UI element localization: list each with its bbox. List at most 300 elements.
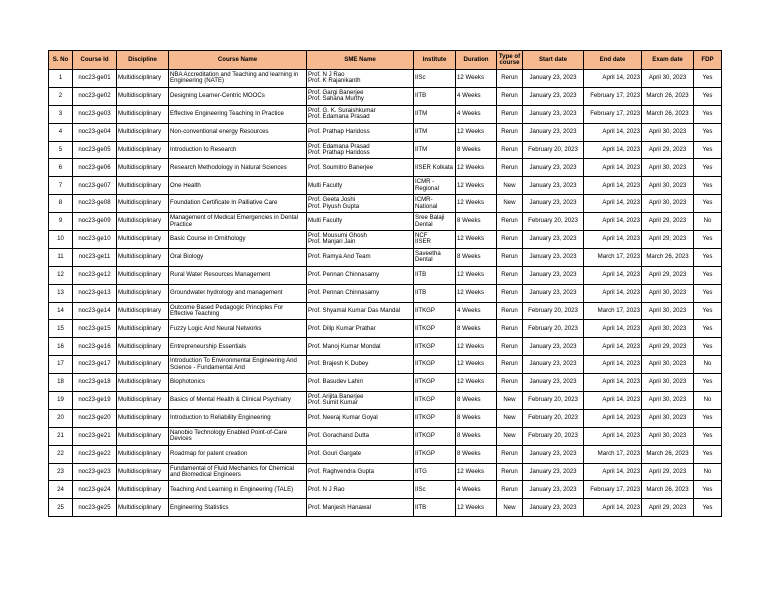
- cell-sme-name: Prof. Soumitro Banerjee: [307, 159, 414, 177]
- cell-type-of-course: New: [497, 195, 523, 213]
- cell-course-id: noc23-ge18: [73, 374, 117, 392]
- cell-start-date: January 23, 2023: [523, 499, 584, 517]
- cell-exam-date: April 30, 2023: [642, 392, 694, 410]
- column-header-s-no: S. No: [49, 51, 73, 70]
- table-row: [49, 248, 722, 266]
- cell-duration: 12 Weeks: [456, 159, 497, 177]
- column-header-start-date: Start date: [523, 51, 584, 70]
- cell-course-id: noc23-ge20: [73, 409, 117, 427]
- cell-fdp: Yes: [694, 481, 722, 499]
- cell-end-date: April 14, 2023: [584, 409, 642, 427]
- cell-fdp: Yes: [694, 105, 722, 123]
- column-header-course-name: Course Name: [169, 51, 307, 70]
- cell-duration: 12 Weeks: [456, 463, 497, 481]
- table-row: [49, 463, 722, 481]
- cell-sme-name: Prof. Geeta Joshi Prof. Piyush Gupta: [307, 195, 414, 213]
- cell-course-name: Non-conventional energy Resources: [169, 123, 307, 141]
- table-row: [49, 266, 722, 284]
- cell-duration: 8 Weeks: [456, 427, 497, 445]
- cell-exam-date: April 30, 2023: [642, 427, 694, 445]
- cell-course-name: Nanobio Technology Enabled Point-of-Care Devices: [169, 427, 307, 445]
- cell-duration: 12 Weeks: [456, 195, 497, 213]
- cell-institute: IITM: [414, 141, 456, 159]
- column-header-type-of-course: Type of course: [497, 51, 523, 70]
- table-row: [49, 87, 722, 105]
- cell-institute: ICMR-National: [414, 195, 456, 213]
- cell-end-date: March 17, 2023: [584, 248, 642, 266]
- cell-exam-date: April 30, 2023: [642, 409, 694, 427]
- cell-fdp: Yes: [694, 266, 722, 284]
- cell-sme-name: Prof. Shyamal Kumar Das Mandal: [307, 302, 414, 320]
- table-row: [49, 302, 722, 320]
- cell-end-date: April 14, 2023: [584, 213, 642, 231]
- cell-course-name: Introduction to Reliability Engineering: [169, 409, 307, 427]
- cell-duration: 12 Weeks: [456, 266, 497, 284]
- cell-exam-date: April 29, 2023: [642, 463, 694, 481]
- cell-institute: IITM: [414, 105, 456, 123]
- cell-duration: 4 Weeks: [456, 87, 497, 105]
- cell-sme-name: Prof. Dilip Kumar Prathar: [307, 320, 414, 338]
- cell-course-id: noc23-ge02: [73, 87, 117, 105]
- table-row: [49, 356, 722, 374]
- cell-exam-date: March 26, 2023: [642, 481, 694, 499]
- header-row: [49, 51, 722, 70]
- cell-course-id: noc23-ge05: [73, 141, 117, 159]
- table-header: [49, 51, 722, 70]
- cell-course-name: Outcome Based Pedagogic Principles For Effective Teaching: [169, 302, 307, 320]
- cell-type-of-course: Rerun: [497, 463, 523, 481]
- cell-end-date: April 14, 2023: [584, 195, 642, 213]
- cell-fdp: Yes: [694, 70, 722, 88]
- cell-discipline: Multidisciplinary: [117, 231, 169, 249]
- cell-fdp: Yes: [694, 141, 722, 159]
- cell-end-date: April 14, 2023: [584, 141, 642, 159]
- cell-duration: 4 Weeks: [456, 105, 497, 123]
- cell-discipline: Multidisciplinary: [117, 177, 169, 195]
- cell-start-date: February 20, 2023: [523, 392, 584, 410]
- cell-course-name: Groundwater hydrology and management: [169, 284, 307, 302]
- cell-exam-date: April 30, 2023: [642, 159, 694, 177]
- cell-end-date: April 14, 2023: [584, 123, 642, 141]
- cell-duration: 12 Weeks: [456, 284, 497, 302]
- table-row: [49, 123, 722, 141]
- cell-sme-name: Prof. Neeraj Kumar Goyal: [307, 409, 414, 427]
- cell-s-no: 1: [49, 70, 73, 88]
- cell-fdp: Yes: [694, 445, 722, 463]
- cell-institute: IISc: [414, 481, 456, 499]
- cell-start-date: January 23, 2023: [523, 195, 584, 213]
- cell-start-date: January 23, 2023: [523, 338, 584, 356]
- cell-exam-date: April 30, 2023: [642, 177, 694, 195]
- cell-start-date: February 20, 2023: [523, 427, 584, 445]
- cell-duration: 12 Weeks: [456, 374, 497, 392]
- cell-discipline: Multidisciplinary: [117, 213, 169, 231]
- cell-discipline: Multidisciplinary: [117, 123, 169, 141]
- cell-discipline: Multidisciplinary: [117, 195, 169, 213]
- cell-discipline: Multidisciplinary: [117, 481, 169, 499]
- cell-course-name: Biophotonics: [169, 374, 307, 392]
- cell-discipline: Multidisciplinary: [117, 445, 169, 463]
- cell-institute: IITKGP: [414, 302, 456, 320]
- cell-exam-date: April 30, 2023: [642, 195, 694, 213]
- cell-institute: IITB: [414, 87, 456, 105]
- cell-fdp: No: [694, 392, 722, 410]
- cell-institute: ICMR - Regional: [414, 177, 456, 195]
- cell-discipline: Multidisciplinary: [117, 284, 169, 302]
- cell-sme-name: Prof. N J Rao Prof. K Rajanikanth: [307, 70, 414, 88]
- cell-discipline: Multidisciplinary: [117, 338, 169, 356]
- cell-type-of-course: Rerun: [497, 356, 523, 374]
- column-header-fdp: FDP: [694, 51, 722, 70]
- cell-fdp: Yes: [694, 338, 722, 356]
- cell-course-name: Basics of Mental Health & Clinical Psychiatry: [169, 392, 307, 410]
- cell-discipline: Multidisciplinary: [117, 87, 169, 105]
- cell-end-date: April 14, 2023: [584, 427, 642, 445]
- cell-exam-date: April 30, 2023: [642, 123, 694, 141]
- cell-exam-date: March 26, 2023: [642, 105, 694, 123]
- cell-sme-name: Prof. Gouri Gargate: [307, 445, 414, 463]
- cell-course-name: Entrepreneurship Essentials: [169, 338, 307, 356]
- cell-duration: 12 Weeks: [456, 231, 497, 249]
- cell-s-no: 25: [49, 499, 73, 517]
- cell-start-date: January 23, 2023: [523, 123, 584, 141]
- cell-end-date: April 14, 2023: [584, 356, 642, 374]
- cell-end-date: April 14, 2023: [584, 392, 642, 410]
- cell-sme-name: Prof. Gargi Banerjee Prof. Sahana Murthy: [307, 87, 414, 105]
- cell-course-name: NBA Accreditation and Teaching and learning in Engineering (NATE): [169, 70, 307, 88]
- cell-type-of-course: New: [497, 427, 523, 445]
- cell-fdp: Yes: [694, 231, 722, 249]
- cell-duration: 8 Weeks: [456, 392, 497, 410]
- cell-exam-date: April 30, 2023: [642, 302, 694, 320]
- table-row: [49, 445, 722, 463]
- cell-start-date: January 23, 2023: [523, 284, 584, 302]
- column-header-end-date: End date: [584, 51, 642, 70]
- cell-end-date: April 14, 2023: [584, 266, 642, 284]
- cell-type-of-course: Rerun: [497, 213, 523, 231]
- cell-end-date: April 14, 2023: [584, 499, 642, 517]
- cell-discipline: Multidisciplinary: [117, 70, 169, 88]
- cell-s-no: 24: [49, 481, 73, 499]
- cell-fdp: Yes: [694, 159, 722, 177]
- table-row: [49, 499, 722, 517]
- cell-course-id: noc23-ge09: [73, 213, 117, 231]
- cell-s-no: 20: [49, 409, 73, 427]
- table-row: [49, 427, 722, 445]
- cell-sme-name: Prof. Edamana Prasad Prof. Prathap Haridoss: [307, 141, 414, 159]
- cell-s-no: 15: [49, 320, 73, 338]
- cell-end-date: February 17, 2023: [584, 105, 642, 123]
- cell-institute: IITB: [414, 499, 456, 517]
- cell-start-date: January 23, 2023: [523, 248, 584, 266]
- cell-discipline: Multidisciplinary: [117, 427, 169, 445]
- cell-type-of-course: New: [497, 409, 523, 427]
- cell-course-id: noc23-ge23: [73, 463, 117, 481]
- cell-exam-date: April 30, 2023: [642, 70, 694, 88]
- cell-sme-name: Prof. Raghvendra Gupta: [307, 463, 414, 481]
- cell-institute: NCF IISER: [414, 231, 456, 249]
- cell-s-no: 5: [49, 141, 73, 159]
- cell-fdp: Yes: [694, 427, 722, 445]
- cell-type-of-course: New: [497, 177, 523, 195]
- cell-type-of-course: Rerun: [497, 70, 523, 88]
- cell-duration: 12 Weeks: [456, 123, 497, 141]
- cell-s-no: 19: [49, 392, 73, 410]
- cell-sme-name: Prof. N J Rao: [307, 481, 414, 499]
- cell-start-date: January 23, 2023: [523, 231, 584, 249]
- cell-duration: 8 Weeks: [456, 409, 497, 427]
- cell-start-date: January 23, 2023: [523, 374, 584, 392]
- cell-s-no: 3: [49, 105, 73, 123]
- cell-type-of-course: New: [497, 392, 523, 410]
- cell-course-id: noc23-ge19: [73, 392, 117, 410]
- cell-institute: IITKGP: [414, 445, 456, 463]
- cell-type-of-course: Rerun: [497, 481, 523, 499]
- cell-s-no: 12: [49, 266, 73, 284]
- cell-exam-date: April 30, 2023: [642, 356, 694, 374]
- cell-s-no: 4: [49, 123, 73, 141]
- cell-institute: IISc: [414, 70, 456, 88]
- cell-start-date: January 23, 2023: [523, 356, 584, 374]
- cell-s-no: 17: [49, 356, 73, 374]
- table-row: [49, 141, 722, 159]
- cell-s-no: 16: [49, 338, 73, 356]
- table-row: [49, 409, 722, 427]
- cell-s-no: 21: [49, 427, 73, 445]
- cell-duration: 4 Weeks: [456, 481, 497, 499]
- table-row: [49, 338, 722, 356]
- cell-sme-name: Prof. Basudev Lahiri: [307, 374, 414, 392]
- cell-start-date: February 20, 2023: [523, 141, 584, 159]
- column-header-sme-name: SME Name: [307, 51, 414, 70]
- cell-course-id: noc23-ge24: [73, 481, 117, 499]
- cell-start-date: January 23, 2023: [523, 87, 584, 105]
- cell-discipline: Multidisciplinary: [117, 141, 169, 159]
- table-row: [49, 392, 722, 410]
- cell-discipline: Multidisciplinary: [117, 105, 169, 123]
- cell-s-no: 18: [49, 374, 73, 392]
- cell-course-id: noc23-ge08: [73, 195, 117, 213]
- cell-duration: 8 Weeks: [456, 320, 497, 338]
- cell-discipline: Multidisciplinary: [117, 463, 169, 481]
- cell-institute: Saveetha Dental: [414, 248, 456, 266]
- cell-exam-date: April 29, 2023: [642, 141, 694, 159]
- cell-discipline: Multidisciplinary: [117, 392, 169, 410]
- cell-type-of-course: New: [497, 499, 523, 517]
- table-row: [49, 70, 722, 88]
- cell-start-date: January 23, 2023: [523, 266, 584, 284]
- cell-type-of-course: Rerun: [497, 338, 523, 356]
- cell-duration: 4 Weeks: [456, 302, 497, 320]
- table-row: [49, 284, 722, 302]
- cell-institute: IITKGP: [414, 374, 456, 392]
- cell-type-of-course: Rerun: [497, 123, 523, 141]
- cell-exam-date: April 29, 2023: [642, 338, 694, 356]
- cell-end-date: April 14, 2023: [584, 374, 642, 392]
- table-row: [49, 374, 722, 392]
- cell-sme-name: Prof. Ramya And Team: [307, 248, 414, 266]
- table-row: [49, 105, 722, 123]
- cell-duration: 12 Weeks: [456, 499, 497, 517]
- cell-fdp: Yes: [694, 499, 722, 517]
- cell-s-no: 8: [49, 195, 73, 213]
- cell-start-date: January 23, 2023: [523, 445, 584, 463]
- cell-type-of-course: Rerun: [497, 248, 523, 266]
- cell-duration: 12 Weeks: [456, 356, 497, 374]
- cell-duration: 8 Weeks: [456, 445, 497, 463]
- cell-sme-name: Prof. Gorachand Dutta: [307, 427, 414, 445]
- cell-s-no: 23: [49, 463, 73, 481]
- cell-s-no: 7: [49, 177, 73, 195]
- cell-institute: IITKGP: [414, 409, 456, 427]
- cell-exam-date: April 30, 2023: [642, 320, 694, 338]
- cell-fdp: Yes: [694, 374, 722, 392]
- cell-end-date: March 17, 2023: [584, 445, 642, 463]
- cell-sme-name: Prof. Arijita Banerjee Prof. Sumit Kumar: [307, 392, 414, 410]
- cell-end-date: April 14, 2023: [584, 338, 642, 356]
- cell-type-of-course: Rerun: [497, 374, 523, 392]
- cell-institute: IITB: [414, 266, 456, 284]
- cell-course-id: noc23-ge03: [73, 105, 117, 123]
- cell-course-name: Rural Water Resources Management: [169, 266, 307, 284]
- cell-fdp: Yes: [694, 87, 722, 105]
- cell-exam-date: April 29, 2023: [642, 231, 694, 249]
- cell-fdp: Yes: [694, 302, 722, 320]
- cell-discipline: Multidisciplinary: [117, 499, 169, 517]
- table-row: [49, 177, 722, 195]
- table-row: [49, 213, 722, 231]
- cell-course-id: noc23-ge22: [73, 445, 117, 463]
- cell-course-name: Engineering Statistics: [169, 499, 307, 517]
- course-table: [48, 50, 722, 517]
- cell-s-no: 9: [49, 213, 73, 231]
- cell-type-of-course: Rerun: [497, 159, 523, 177]
- cell-course-id: noc23-ge07: [73, 177, 117, 195]
- table-row: [49, 195, 722, 213]
- cell-duration: 12 Weeks: [456, 338, 497, 356]
- cell-course-name: Oral Biology: [169, 248, 307, 266]
- cell-course-id: noc23-ge04: [73, 123, 117, 141]
- cell-end-date: February 17, 2023: [584, 87, 642, 105]
- cell-institute: IITKGP: [414, 320, 456, 338]
- cell-discipline: Multidisciplinary: [117, 356, 169, 374]
- cell-course-id: noc23-ge12: [73, 266, 117, 284]
- cell-discipline: Multidisciplinary: [117, 374, 169, 392]
- cell-course-id: noc23-ge11: [73, 248, 117, 266]
- cell-type-of-course: Rerun: [497, 266, 523, 284]
- cell-end-date: March 17, 2023: [584, 302, 642, 320]
- cell-sme-name: Prof. Pennan Chinnasamy: [307, 284, 414, 302]
- cell-course-name: Introduction To Environmental Engineering And Science - Fundamental And: [169, 356, 307, 374]
- cell-sme-name: Multi Faculty: [307, 177, 414, 195]
- cell-duration: 8 Weeks: [456, 248, 497, 266]
- cell-exam-date: April 29, 2023: [642, 213, 694, 231]
- cell-s-no: 10: [49, 231, 73, 249]
- cell-end-date: February 17, 2023: [584, 481, 642, 499]
- cell-sme-name: Prof. Pennan Chinnasamy: [307, 266, 414, 284]
- cell-type-of-course: Rerun: [497, 87, 523, 105]
- cell-discipline: Multidisciplinary: [117, 248, 169, 266]
- cell-start-date: February 20, 2023: [523, 302, 584, 320]
- cell-course-name: Research Methodology in Natural Sciences: [169, 159, 307, 177]
- table-row: [49, 159, 722, 177]
- cell-fdp: Yes: [694, 284, 722, 302]
- cell-end-date: April 14, 2023: [584, 70, 642, 88]
- cell-course-name: Management of Medical Emergencies in Dental Practice: [169, 213, 307, 231]
- cell-discipline: Multidisciplinary: [117, 159, 169, 177]
- cell-start-date: January 23, 2023: [523, 177, 584, 195]
- cell-exam-date: April 30, 2023: [642, 284, 694, 302]
- cell-institute: IISER Kolkata: [414, 159, 456, 177]
- cell-start-date: January 23, 2023: [523, 70, 584, 88]
- cell-sme-name: Prof. G. K. Suraishkumar Prof. Edamana Prasad: [307, 105, 414, 123]
- cell-type-of-course: Rerun: [497, 284, 523, 302]
- cell-type-of-course: Rerun: [497, 105, 523, 123]
- cell-type-of-course: Rerun: [497, 141, 523, 159]
- cell-type-of-course: Rerun: [497, 445, 523, 463]
- cell-exam-date: March 26, 2023: [642, 87, 694, 105]
- cell-institute: Sree Balaji Dental: [414, 213, 456, 231]
- cell-start-date: January 23, 2023: [523, 159, 584, 177]
- cell-course-name: Effective Engineering Teaching In Practice: [169, 105, 307, 123]
- cell-course-name: Basic Course in Ornithology: [169, 231, 307, 249]
- cell-fdp: No: [694, 463, 722, 481]
- cell-duration: 8 Weeks: [456, 141, 497, 159]
- cell-institute: IITKGP: [414, 427, 456, 445]
- cell-fdp: Yes: [694, 123, 722, 141]
- cell-course-id: noc23-ge16: [73, 338, 117, 356]
- column-header-exam-date: Exam date: [642, 51, 694, 70]
- cell-discipline: Multidisciplinary: [117, 302, 169, 320]
- cell-duration: 12 Weeks: [456, 177, 497, 195]
- cell-course-name: Designing Learner-Centric MOOCs: [169, 87, 307, 105]
- cell-discipline: Multidisciplinary: [117, 266, 169, 284]
- cell-institute: IITKGP: [414, 356, 456, 374]
- cell-fdp: Yes: [694, 195, 722, 213]
- cell-course-name: Introduction to Research: [169, 141, 307, 159]
- cell-institute: IITKGP: [414, 338, 456, 356]
- cell-course-id: noc23-ge10: [73, 231, 117, 249]
- cell-duration: 8 Weeks: [456, 213, 497, 231]
- cell-institute: IITG: [414, 463, 456, 481]
- cell-sme-name: Prof. Manjesh Hanawal: [307, 499, 414, 517]
- cell-discipline: Multidisciplinary: [117, 320, 169, 338]
- cell-exam-date: March 26, 2023: [642, 248, 694, 266]
- cell-exam-date: April 30, 2023: [642, 374, 694, 392]
- column-header-duration: Duration: [456, 51, 497, 70]
- column-header-institute: Institute: [414, 51, 456, 70]
- cell-fdp: Yes: [694, 248, 722, 266]
- cell-course-name: Fundamental of Fluid Mechanics for Chemical and Biomedical Engineers: [169, 463, 307, 481]
- cell-course-name: One Health: [169, 177, 307, 195]
- cell-end-date: April 14, 2023: [584, 177, 642, 195]
- cell-course-name: Roadmap for patent creation: [169, 445, 307, 463]
- cell-sme-name: Prof. Prathap Haridoss: [307, 123, 414, 141]
- cell-institute: IITM: [414, 123, 456, 141]
- cell-type-of-course: Rerun: [497, 231, 523, 249]
- cell-exam-date: April 29, 2023: [642, 499, 694, 517]
- cell-sme-name: Prof. Brajesh K Dubey: [307, 356, 414, 374]
- cell-start-date: February 20, 2023: [523, 213, 584, 231]
- cell-course-name: Foundation Certificate In Palliative Care: [169, 195, 307, 213]
- table-row: [49, 320, 722, 338]
- cell-fdp: Yes: [694, 409, 722, 427]
- cell-type-of-course: Rerun: [497, 320, 523, 338]
- cell-course-id: noc23-ge14: [73, 302, 117, 320]
- cell-institute: IITKGP: [414, 392, 456, 410]
- cell-sme-name: Multi Faculty: [307, 213, 414, 231]
- cell-start-date: January 23, 2023: [523, 481, 584, 499]
